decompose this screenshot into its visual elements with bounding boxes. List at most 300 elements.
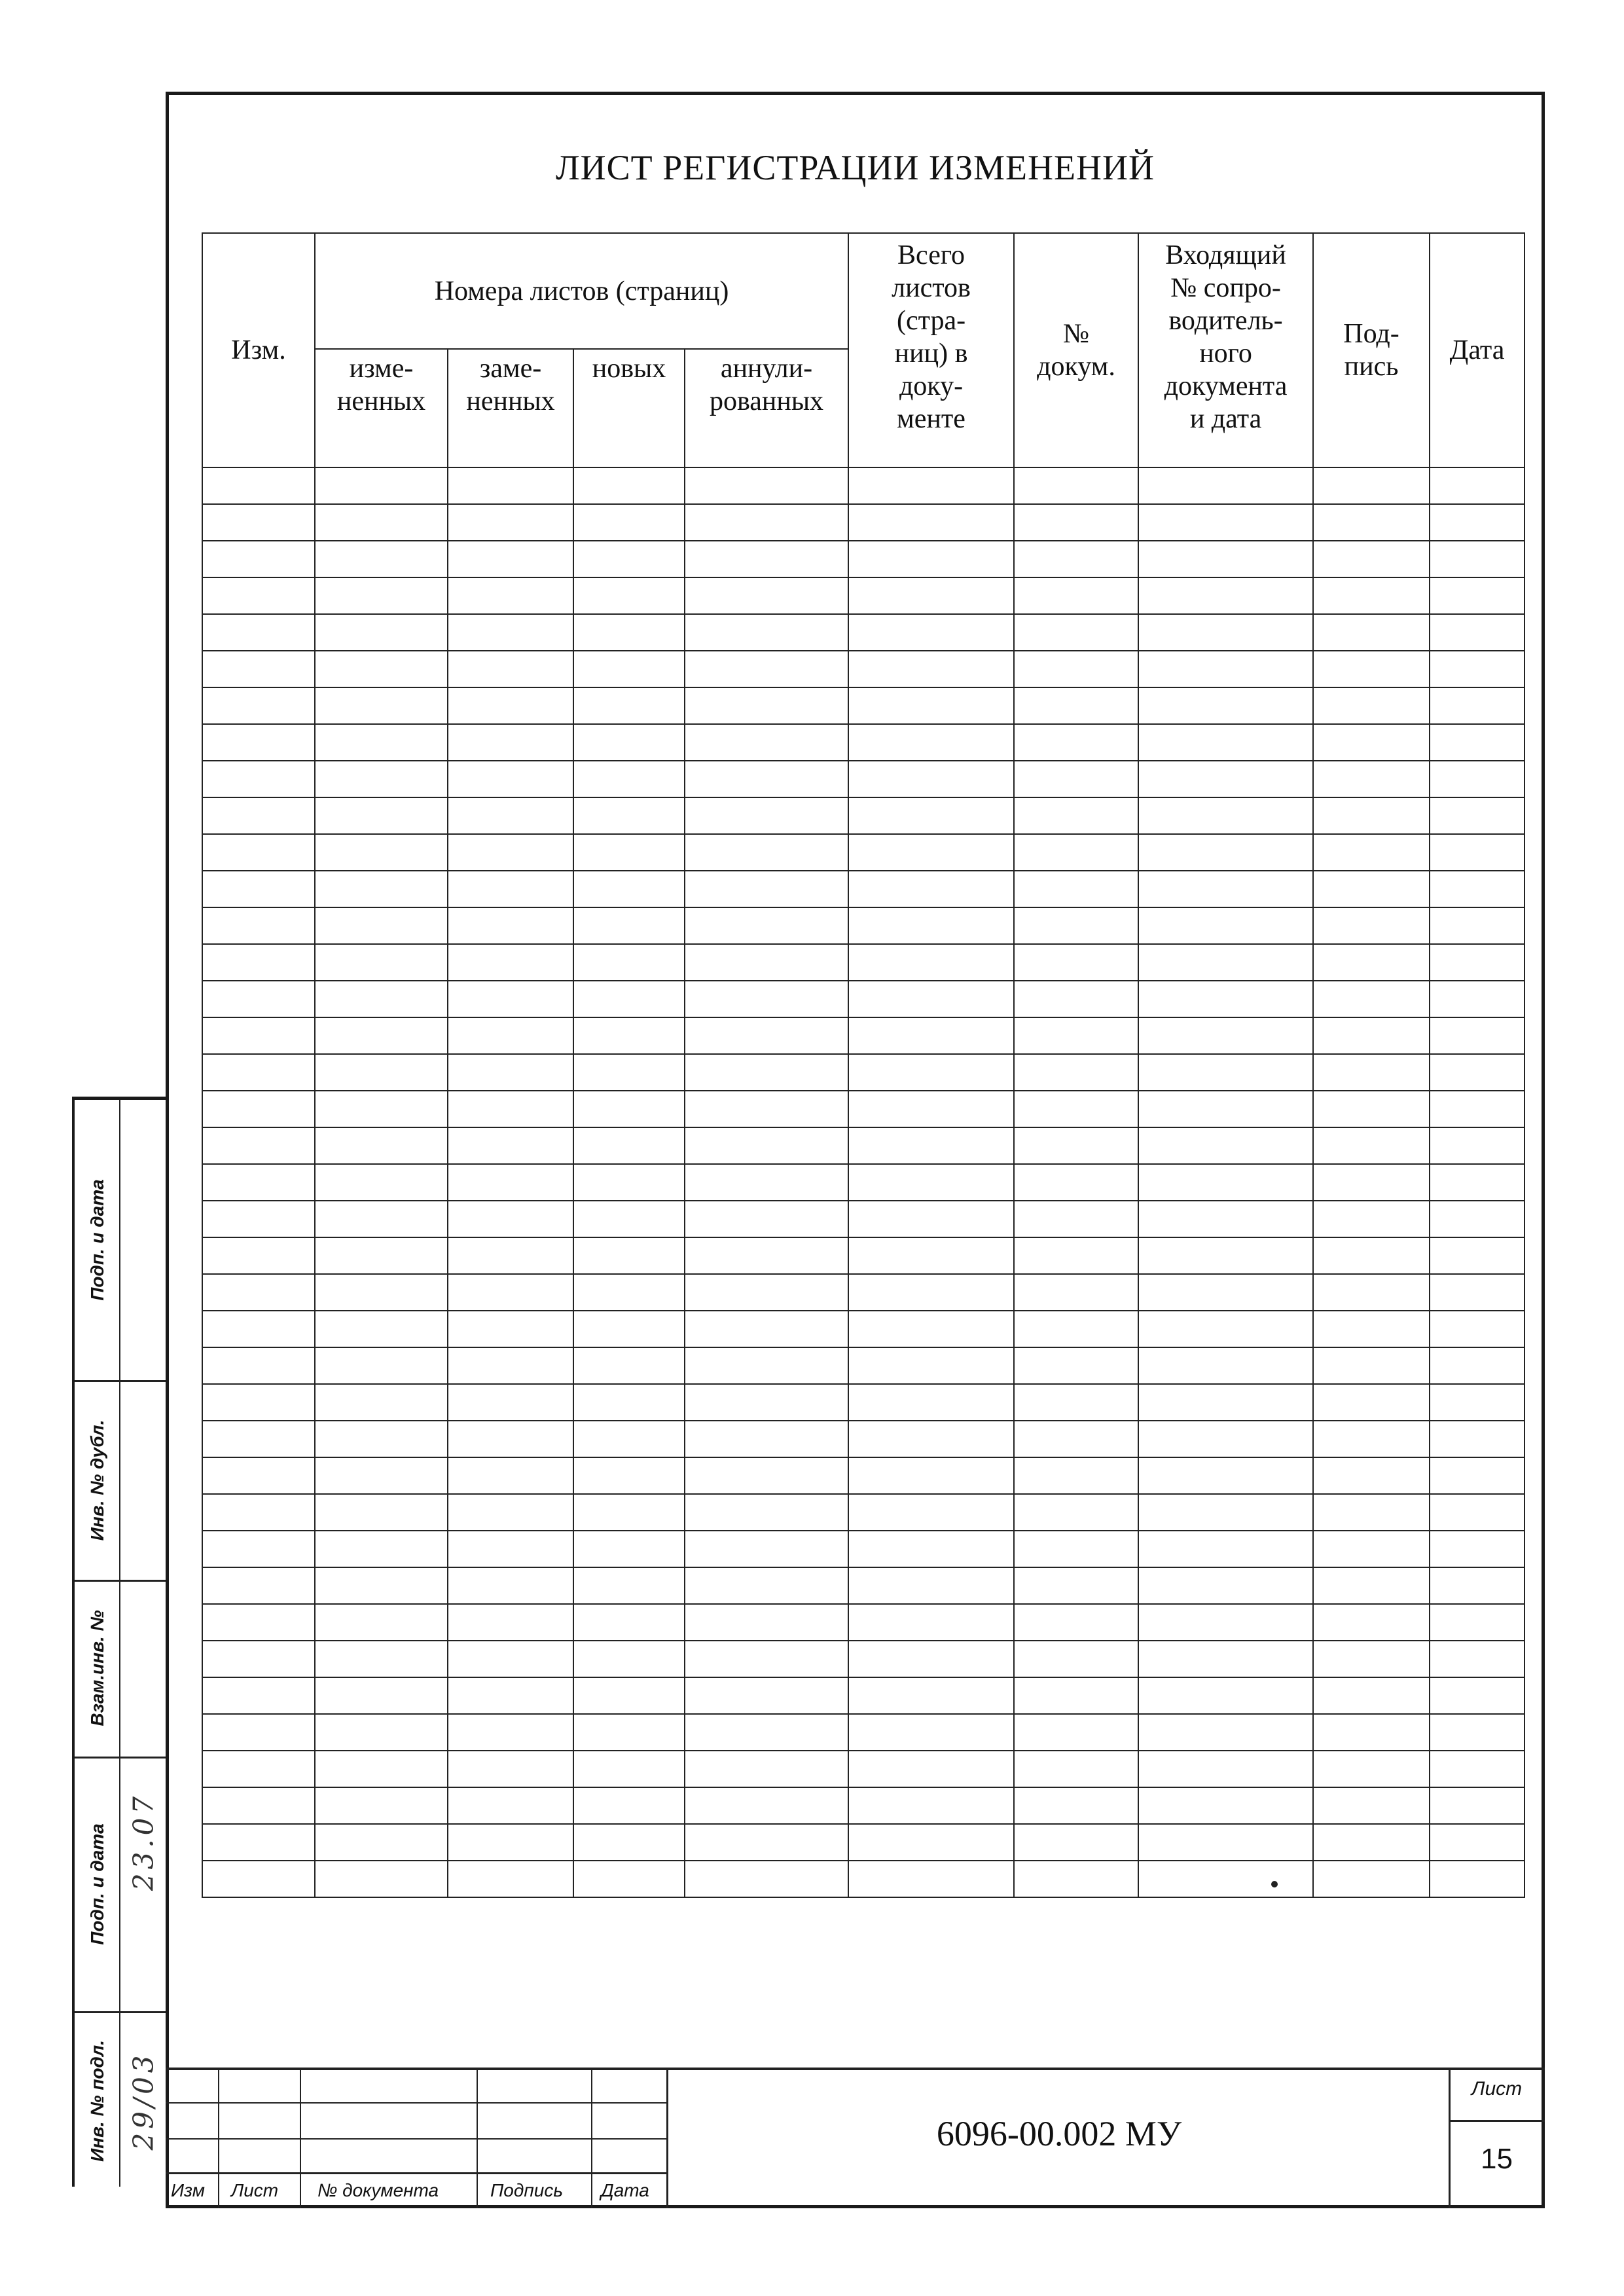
table-cell bbox=[573, 1384, 685, 1421]
table-row bbox=[202, 1824, 1525, 1861]
table-cell bbox=[202, 1127, 315, 1164]
table-cell bbox=[685, 944, 848, 981]
table-cell bbox=[448, 1604, 573, 1641]
table-row bbox=[202, 1787, 1525, 1824]
table-cell bbox=[1313, 1347, 1430, 1384]
table-cell bbox=[573, 577, 685, 614]
table-cell bbox=[1430, 1164, 1525, 1201]
table-cell bbox=[685, 687, 848, 724]
table-cell bbox=[573, 1604, 685, 1641]
header-incoming-doc: Входящий № сопро- водитель- ного документа и дата bbox=[1138, 233, 1313, 467]
table-row bbox=[202, 1714, 1525, 1751]
table-cell bbox=[1430, 1714, 1525, 1751]
table-cell bbox=[1430, 1677, 1525, 1714]
table-cell bbox=[448, 1384, 573, 1421]
table-row bbox=[202, 944, 1525, 981]
table-cell bbox=[685, 1531, 848, 1567]
table-cell bbox=[1138, 1787, 1313, 1824]
table-cell bbox=[1014, 797, 1138, 834]
table-cell bbox=[1313, 1494, 1430, 1531]
tb-col-signature: Подпись bbox=[490, 2180, 564, 2200]
handwritten-inventory: 29/03 bbox=[127, 2050, 160, 2151]
table-cell bbox=[1313, 1824, 1430, 1861]
table-cell bbox=[202, 1641, 315, 1677]
table-cell bbox=[1014, 1677, 1138, 1714]
table-cell bbox=[315, 1567, 448, 1604]
table-cell bbox=[202, 1347, 315, 1384]
table-cell bbox=[448, 1164, 573, 1201]
table-cell bbox=[315, 944, 448, 981]
table-cell bbox=[848, 1054, 1014, 1091]
table-cell bbox=[448, 577, 573, 614]
table-cell bbox=[315, 687, 448, 724]
table-cell bbox=[202, 614, 315, 651]
table-row bbox=[202, 761, 1525, 797]
table-cell bbox=[573, 1421, 685, 1457]
table-cell bbox=[1313, 1531, 1430, 1567]
table-cell bbox=[1313, 1677, 1430, 1714]
table-cell bbox=[202, 1861, 315, 1897]
ink-dot bbox=[1271, 1881, 1278, 1887]
table-cell bbox=[1014, 834, 1138, 871]
table-cell bbox=[202, 724, 315, 761]
table-row bbox=[202, 1091, 1525, 1127]
table-row bbox=[202, 504, 1525, 541]
table-cell bbox=[573, 1201, 685, 1237]
table-cell bbox=[1014, 1457, 1138, 1494]
table-cell bbox=[685, 1641, 848, 1677]
table-cell bbox=[1430, 651, 1525, 687]
table-cell bbox=[315, 1091, 448, 1127]
table-cell bbox=[573, 834, 685, 871]
title-block-sheet-line bbox=[1449, 2120, 1545, 2122]
side-label-dup-inventory: Инв. № дубл. bbox=[87, 1419, 107, 1540]
table-cell bbox=[685, 907, 848, 944]
table-cell bbox=[448, 541, 573, 577]
table-cell bbox=[1138, 541, 1313, 577]
table-cell bbox=[448, 1531, 573, 1567]
table-cell bbox=[202, 1311, 315, 1347]
table-cell bbox=[448, 1054, 573, 1091]
table-cell bbox=[1138, 1824, 1313, 1861]
table-cell bbox=[1014, 981, 1138, 1017]
table-cell bbox=[1138, 834, 1313, 871]
table-cell bbox=[848, 1567, 1014, 1604]
table-row bbox=[202, 1164, 1525, 1201]
table-cell bbox=[202, 1237, 315, 1274]
table-cell bbox=[685, 1457, 848, 1494]
table-cell bbox=[1014, 1531, 1138, 1567]
table-cell bbox=[448, 1714, 573, 1751]
table-cell bbox=[1138, 687, 1313, 724]
table-cell bbox=[202, 687, 315, 724]
table-cell bbox=[573, 1311, 685, 1347]
table-cell bbox=[1313, 724, 1430, 761]
table-cell bbox=[1430, 761, 1525, 797]
table-cell bbox=[573, 1457, 685, 1494]
table-cell bbox=[315, 1127, 448, 1164]
table-row bbox=[202, 1861, 1525, 1897]
table-row bbox=[202, 797, 1525, 834]
table-cell bbox=[202, 467, 315, 504]
table-cell bbox=[315, 1457, 448, 1494]
header-replaced: заме- ненных bbox=[448, 349, 573, 467]
table-cell bbox=[1014, 1384, 1138, 1421]
table-cell bbox=[448, 1201, 573, 1237]
table-cell bbox=[1430, 541, 1525, 577]
table-cell bbox=[1313, 687, 1430, 724]
table-row bbox=[202, 1347, 1525, 1384]
table-cell bbox=[1313, 1861, 1430, 1897]
table-cell bbox=[573, 541, 685, 577]
table-cell bbox=[1138, 1531, 1313, 1567]
table-cell bbox=[315, 541, 448, 577]
table-cell bbox=[848, 834, 1014, 871]
table-cell bbox=[685, 1274, 848, 1311]
table-cell bbox=[1138, 577, 1313, 614]
table-cell bbox=[448, 1457, 573, 1494]
table-cell bbox=[1014, 1274, 1138, 1311]
table-cell bbox=[848, 1201, 1014, 1237]
table-cell bbox=[1138, 1421, 1313, 1457]
register-body bbox=[202, 467, 1525, 1897]
table-row bbox=[202, 1274, 1525, 1311]
table-cell bbox=[573, 761, 685, 797]
table-cell bbox=[573, 1091, 685, 1127]
table-row bbox=[202, 1017, 1525, 1054]
table-cell bbox=[202, 981, 315, 1017]
table-cell bbox=[573, 797, 685, 834]
table-cell bbox=[448, 1494, 573, 1531]
table-row bbox=[202, 1567, 1525, 1604]
side-label-sign-date-bottom: Подп. и дата bbox=[87, 1823, 107, 1945]
table-cell bbox=[573, 871, 685, 907]
table-cell bbox=[1014, 467, 1138, 504]
table-cell bbox=[315, 614, 448, 651]
title-block-col-line bbox=[218, 2068, 219, 2208]
table-cell bbox=[848, 1457, 1014, 1494]
table-cell bbox=[1014, 871, 1138, 907]
side-label-replaced-inventory: Взам.инв. № bbox=[87, 1610, 107, 1726]
table-cell bbox=[1138, 1384, 1313, 1421]
table-cell bbox=[315, 907, 448, 944]
table-row bbox=[202, 1311, 1525, 1347]
table-cell bbox=[848, 981, 1014, 1017]
table-cell bbox=[1138, 1091, 1313, 1127]
table-cell bbox=[685, 1604, 848, 1641]
table-cell bbox=[1138, 614, 1313, 651]
table-cell bbox=[573, 1787, 685, 1824]
table-cell bbox=[202, 797, 315, 834]
table-cell bbox=[573, 1677, 685, 1714]
table-cell bbox=[315, 724, 448, 761]
table-cell bbox=[573, 1347, 685, 1384]
table-cell bbox=[315, 504, 448, 541]
table-cell bbox=[202, 1164, 315, 1201]
sheet-label: Лист bbox=[1471, 2078, 1523, 2100]
table-cell bbox=[848, 1127, 1014, 1164]
table-cell bbox=[448, 907, 573, 944]
tb-col-izm: Изм bbox=[171, 2180, 205, 2200]
table-cell bbox=[1430, 834, 1525, 871]
table-cell bbox=[448, 1787, 573, 1824]
table-cell bbox=[848, 1384, 1014, 1421]
table-cell bbox=[448, 1091, 573, 1127]
table-cell bbox=[448, 1421, 573, 1457]
table-cell bbox=[315, 1824, 448, 1861]
table-cell bbox=[202, 1604, 315, 1641]
table-row bbox=[202, 614, 1525, 651]
title-block-col-line bbox=[300, 2068, 301, 2208]
table-cell bbox=[1430, 1787, 1525, 1824]
table-cell bbox=[1138, 1237, 1313, 1274]
table-cell bbox=[848, 541, 1014, 577]
table-cell bbox=[1313, 1054, 1430, 1091]
table-cell bbox=[315, 467, 448, 504]
table-cell bbox=[1430, 724, 1525, 761]
table-cell bbox=[1138, 1274, 1313, 1311]
table-cell bbox=[1313, 504, 1430, 541]
table-cell bbox=[448, 1347, 573, 1384]
table-cell bbox=[1138, 871, 1313, 907]
table-cell bbox=[848, 1531, 1014, 1567]
table-cell bbox=[1313, 1641, 1430, 1677]
page-title: ЛИСТ РЕГИСТРАЦИИ ИЗМЕНЕНИЙ bbox=[556, 148, 1155, 187]
table-cell bbox=[848, 687, 1014, 724]
title-block-col-line bbox=[591, 2068, 592, 2208]
table-cell bbox=[573, 1824, 685, 1861]
table-cell bbox=[573, 504, 685, 541]
table-cell bbox=[848, 1714, 1014, 1751]
tb-col-doc-number: № документа bbox=[317, 2180, 439, 2200]
table-cell bbox=[315, 1861, 448, 1897]
table-cell bbox=[573, 724, 685, 761]
table-cell bbox=[315, 761, 448, 797]
table-cell bbox=[448, 834, 573, 871]
table-cell bbox=[202, 1421, 315, 1457]
table-row bbox=[202, 981, 1525, 1017]
table-cell bbox=[1014, 944, 1138, 981]
table-cell bbox=[1430, 1751, 1525, 1787]
table-cell bbox=[573, 981, 685, 1017]
table-cell bbox=[848, 761, 1014, 797]
table-cell bbox=[315, 1714, 448, 1751]
table-cell bbox=[685, 467, 848, 504]
table-cell bbox=[315, 797, 448, 834]
table-row bbox=[202, 1054, 1525, 1091]
table-cell bbox=[1014, 1787, 1138, 1824]
table-cell bbox=[1014, 1494, 1138, 1531]
table-cell bbox=[685, 1311, 848, 1347]
table-cell bbox=[1313, 467, 1430, 504]
table-cell bbox=[685, 577, 848, 614]
table-cell bbox=[1014, 1567, 1138, 1604]
table-row bbox=[202, 1457, 1525, 1494]
header-izm: Изм. bbox=[202, 233, 315, 467]
table-cell bbox=[685, 1494, 848, 1531]
table-cell bbox=[448, 1751, 573, 1787]
table-cell bbox=[685, 1824, 848, 1861]
table-cell bbox=[1313, 981, 1430, 1017]
table-cell bbox=[1014, 1237, 1138, 1274]
table-cell bbox=[1313, 1091, 1430, 1127]
table-cell bbox=[848, 1091, 1014, 1127]
table-cell bbox=[1138, 1054, 1313, 1091]
table-cell bbox=[1138, 981, 1313, 1017]
table-cell bbox=[202, 1494, 315, 1531]
table-cell bbox=[448, 687, 573, 724]
table-cell bbox=[202, 944, 315, 981]
table-cell bbox=[848, 651, 1014, 687]
table-cell bbox=[685, 797, 848, 834]
table-cell bbox=[1430, 1274, 1525, 1311]
table-cell bbox=[685, 1787, 848, 1824]
table-cell bbox=[685, 1861, 848, 1897]
table-cell bbox=[315, 1054, 448, 1091]
table-cell bbox=[202, 1201, 315, 1237]
table-cell bbox=[1430, 1054, 1525, 1091]
table-cell bbox=[1138, 944, 1313, 981]
table-cell bbox=[685, 1347, 848, 1384]
table-cell bbox=[1014, 651, 1138, 687]
table-cell bbox=[1138, 1677, 1313, 1714]
table-cell bbox=[848, 871, 1014, 907]
table-cell bbox=[315, 871, 448, 907]
table-cell bbox=[848, 614, 1014, 651]
table-cell bbox=[685, 1164, 848, 1201]
table-cell bbox=[848, 1311, 1014, 1347]
table-cell bbox=[202, 1751, 315, 1787]
table-cell bbox=[448, 504, 573, 541]
table-cell bbox=[315, 651, 448, 687]
table-cell bbox=[315, 1237, 448, 1274]
table-cell bbox=[1313, 871, 1430, 907]
table-cell bbox=[315, 1017, 448, 1054]
table-cell bbox=[573, 1494, 685, 1531]
title-block bbox=[166, 2068, 1545, 2208]
table-cell bbox=[1014, 1054, 1138, 1091]
table-cell bbox=[1313, 614, 1430, 651]
table-cell bbox=[1430, 504, 1525, 541]
table-cell bbox=[448, 1237, 573, 1274]
table-cell bbox=[448, 1274, 573, 1311]
table-cell bbox=[448, 761, 573, 797]
table-cell bbox=[315, 1274, 448, 1311]
table-row bbox=[202, 834, 1525, 871]
table-cell bbox=[1430, 907, 1525, 944]
table-row bbox=[202, 651, 1525, 687]
handwritten-date: 23.07 bbox=[127, 1792, 160, 1891]
table-cell bbox=[1313, 907, 1430, 944]
table-cell bbox=[315, 577, 448, 614]
table-cell bbox=[1138, 1457, 1313, 1494]
table-cell bbox=[315, 1164, 448, 1201]
table-cell bbox=[1430, 1494, 1525, 1531]
table-cell bbox=[1313, 541, 1430, 577]
table-cell bbox=[685, 1751, 848, 1787]
table-cell bbox=[685, 1384, 848, 1421]
table-cell bbox=[202, 1457, 315, 1494]
table-cell bbox=[685, 614, 848, 651]
table-cell bbox=[1313, 1384, 1430, 1421]
table-cell bbox=[1313, 1164, 1430, 1201]
table-row bbox=[202, 1531, 1525, 1567]
table-cell bbox=[573, 1274, 685, 1311]
header-new: новых bbox=[573, 349, 685, 467]
table-cell bbox=[1313, 1421, 1430, 1457]
table-cell bbox=[1430, 797, 1525, 834]
table-cell bbox=[1430, 1347, 1525, 1384]
table-cell bbox=[1430, 1824, 1525, 1861]
table-cell bbox=[1430, 614, 1525, 651]
table-cell bbox=[202, 871, 315, 907]
table-cell bbox=[448, 724, 573, 761]
table-row bbox=[202, 1127, 1525, 1164]
table-cell bbox=[685, 1201, 848, 1237]
table-cell bbox=[202, 1054, 315, 1091]
table-cell bbox=[202, 504, 315, 541]
table-cell bbox=[1430, 1091, 1525, 1127]
table-cell bbox=[1014, 1017, 1138, 1054]
table-cell bbox=[848, 1164, 1014, 1201]
table-cell bbox=[202, 1274, 315, 1311]
table-cell bbox=[315, 1677, 448, 1714]
table-cell bbox=[685, 1677, 848, 1714]
table-cell bbox=[848, 1824, 1014, 1861]
table-row bbox=[202, 1641, 1525, 1677]
table-cell bbox=[1313, 1201, 1430, 1237]
table-cell bbox=[1138, 1017, 1313, 1054]
table-cell bbox=[202, 1017, 315, 1054]
header-doc-number: № докум. bbox=[1014, 233, 1138, 467]
table-cell bbox=[573, 1164, 685, 1201]
change-register-table bbox=[202, 232, 1525, 1898]
table-cell bbox=[1014, 1824, 1138, 1861]
table-cell bbox=[202, 651, 315, 687]
table-cell bbox=[1430, 1457, 1525, 1494]
table-cell bbox=[1014, 504, 1138, 541]
table-cell bbox=[1430, 1384, 1525, 1421]
table-cell bbox=[1014, 577, 1138, 614]
table-cell bbox=[448, 944, 573, 981]
table-cell bbox=[1430, 944, 1525, 981]
table-cell bbox=[685, 504, 848, 541]
table-cell bbox=[1014, 1201, 1138, 1237]
table-cell bbox=[1138, 1714, 1313, 1751]
title-block-top-border bbox=[166, 2068, 1545, 2070]
table-cell bbox=[1430, 1127, 1525, 1164]
table-cell bbox=[573, 651, 685, 687]
table-cell bbox=[573, 1054, 685, 1091]
table-cell bbox=[685, 651, 848, 687]
table-cell bbox=[1138, 504, 1313, 541]
table-cell bbox=[1430, 577, 1525, 614]
table-cell bbox=[1138, 797, 1313, 834]
table-cell bbox=[1313, 1311, 1430, 1347]
table-cell bbox=[1138, 1311, 1313, 1347]
side-label-sign-date-top: Подп. и дата bbox=[87, 1179, 107, 1301]
table-cell bbox=[1313, 1274, 1430, 1311]
table-row bbox=[202, 724, 1525, 761]
table-cell bbox=[573, 1641, 685, 1677]
table-cell bbox=[1138, 1751, 1313, 1787]
table-cell bbox=[1014, 1127, 1138, 1164]
table-cell bbox=[1014, 1641, 1138, 1677]
table-cell bbox=[202, 1091, 315, 1127]
table-cell bbox=[202, 1531, 315, 1567]
table-cell bbox=[848, 724, 1014, 761]
table-row bbox=[202, 1604, 1525, 1641]
